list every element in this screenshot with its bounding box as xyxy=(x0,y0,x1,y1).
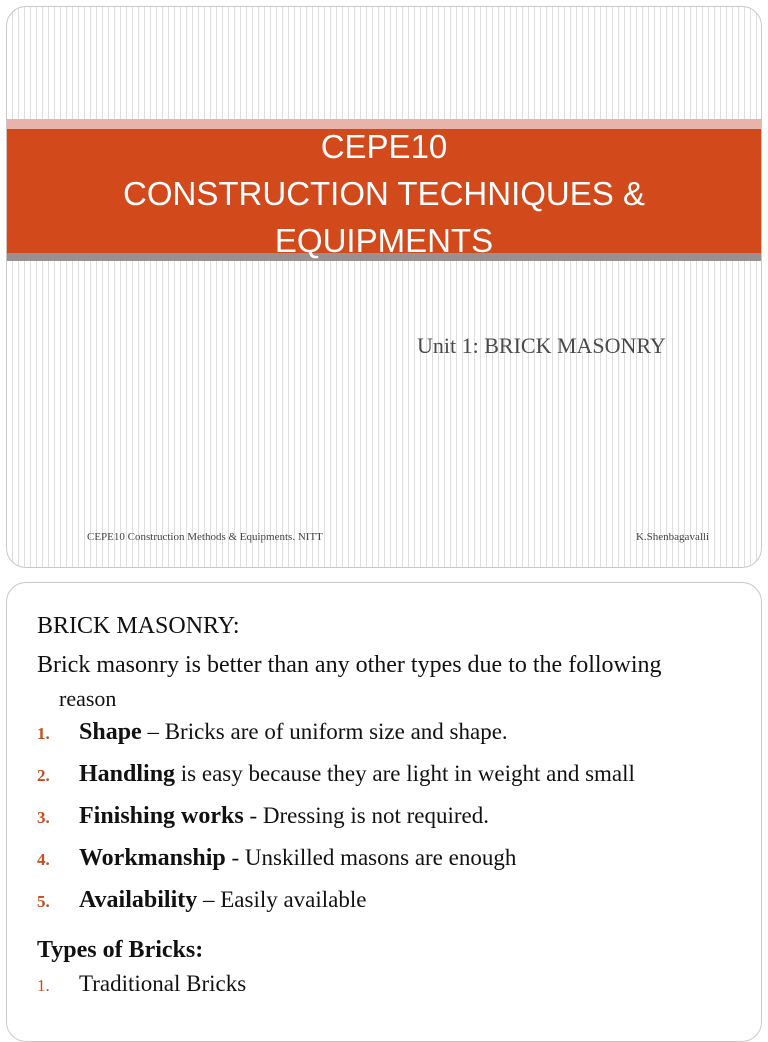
intro-text-continued: reason xyxy=(59,686,117,711)
list-item xyxy=(37,803,752,845)
list-item xyxy=(37,719,752,761)
list-label: Traditional Bricks xyxy=(79,971,247,996)
title-slide xyxy=(6,6,762,568)
list-number: 2. xyxy=(37,766,50,785)
list-item xyxy=(37,761,752,803)
content-slide xyxy=(6,582,762,1042)
slide-title xyxy=(7,123,761,264)
list-desc: – Easily available xyxy=(197,887,367,912)
list-item xyxy=(37,845,752,887)
list-term: Finishing works xyxy=(79,803,244,829)
section-heading: BRICK MASONRY: xyxy=(37,613,240,639)
types-heading: Types of Bricks: xyxy=(37,937,204,963)
list-number: 5. xyxy=(37,892,50,911)
title-line-3: EQUIPMENTS xyxy=(274,222,494,259)
list-term: Handling xyxy=(79,761,176,787)
list-number: 1. xyxy=(37,976,50,995)
types-list xyxy=(37,971,752,1013)
list-term: Shape xyxy=(79,719,142,745)
footer-course: CEPE10 Construction Methods & Equipments. NITT xyxy=(87,531,323,543)
title-line-2: CONSTRUCTION TECHNIQUES & xyxy=(123,175,645,212)
intro-text: Brick masonry is better than any other types due to the following xyxy=(37,652,662,678)
list-item xyxy=(37,971,752,1013)
list-desc: - Dressing is not required. xyxy=(243,803,490,828)
list-desc: – Bricks are of uniform size and shape. xyxy=(141,719,508,744)
list-desc: is easy because they are light in weight and small xyxy=(175,761,635,786)
list-item xyxy=(37,887,752,929)
list-desc: - Unskilled masons are enough xyxy=(225,845,517,870)
list-term: Workmanship xyxy=(79,845,226,871)
slide-body xyxy=(37,609,752,1013)
slide-subtitle: Unit 1: BRICK MASONRY xyxy=(417,333,666,358)
reasons-list xyxy=(37,719,752,929)
list-number: 1. xyxy=(37,724,50,743)
list-term: Availability xyxy=(79,887,198,913)
list-number: 3. xyxy=(37,808,50,827)
list-number: 4. xyxy=(37,850,50,869)
title-line-1: CEPE10 xyxy=(320,128,448,165)
footer-author: K.Shenbagavalli xyxy=(635,531,709,543)
